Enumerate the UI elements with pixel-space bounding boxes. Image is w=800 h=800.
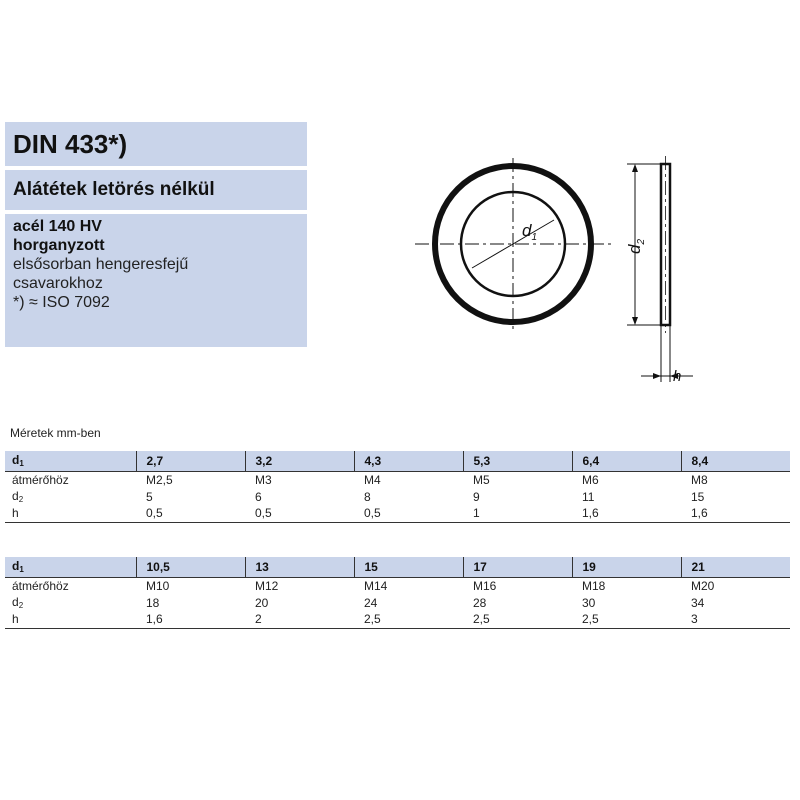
coating-line: horganyzott [13,237,105,254]
table-row-atmero [5,577,790,594]
atmero-cell: M4 [364,472,381,487]
h-cell: 1 [463,505,572,522]
title-panel [5,122,307,166]
spec-table-1 [5,451,790,523]
atmero-cell: M14 [364,578,388,593]
row-label-atmero: átmérőhöz [12,472,69,487]
d2-cell: 8 [364,489,371,504]
d2-cell: 6 [255,489,262,504]
d2-cell: 5 [146,489,153,504]
h-cell: 2,5 [572,611,681,628]
d2-arrow-top [632,164,638,172]
atmero-cell: M5 [473,472,490,487]
usage-line-2: csavarokhoz [13,275,103,292]
h-cell: 0,5 [245,505,354,522]
d2-cell: 9 [473,489,480,504]
page-subtitle: Alátétek letörés nélkül [13,179,215,200]
h-cell: 3 [681,611,790,628]
d2-cell: 28 [473,595,487,610]
d2-cell: 15 [691,489,705,504]
d1-cell: 8,4 [681,451,790,471]
d1-label: $d_1$ [522,221,538,243]
dimensions-note: Méretek mm-ben [10,426,101,440]
info-panel [5,214,307,347]
table-row-h [5,611,790,628]
row-label-atmero: átmérőhöz [12,578,69,593]
d2-cell: 11 [582,489,595,504]
atmero-cell: M6 [582,472,599,487]
d1-cell: 19 [572,557,681,577]
d2-cell: 24 [364,595,378,610]
table-row-d2 [5,594,790,611]
d1-cell: 2,7 [136,451,245,471]
table-row-d1 [5,451,790,471]
d1-cell: 3,2 [245,451,354,471]
atmero-cell: M16 [473,578,497,593]
d1-cell: 10,5 [136,557,245,577]
h-cell: 1,6 [136,611,245,628]
row-label-h: h [5,505,136,522]
d2-cell: 30 [582,595,596,610]
table-row-d2 [5,488,790,505]
h-cell: 2,5 [354,611,463,628]
h-cell: 2 [245,611,354,628]
subtitle-panel [5,170,307,210]
atmero-cell: M2,5 [146,472,173,487]
atmero-cell: M10 [146,578,170,593]
material-line: acél 140 HV [13,218,102,235]
d2-arrow-bottom [632,317,638,325]
d1-cell: 13 [245,557,354,577]
atmero-cell: M8 [691,472,708,487]
d1-cell: 6,4 [572,451,681,471]
row-label-d2: $d_2$ [12,489,24,504]
h-cell: 0,5 [354,505,463,522]
usage-line-1: elsősorban hengeresfejű [13,256,189,273]
d1-cell: 5,3 [463,451,572,471]
atmero-cell: M3 [255,472,272,487]
h-cell: 1,6 [681,505,790,522]
d2-cell: 34 [691,595,705,610]
d2-cell: 18 [146,595,160,610]
table-row-h [5,505,790,522]
page-title: DIN 433*) [13,129,128,159]
d1-cell: 21 [681,557,790,577]
spec-table-2 [5,557,790,629]
h-cell: 1,6 [572,505,681,522]
h-label: h [673,368,682,385]
h-cell: 0,5 [136,505,245,522]
row-label-h: h [5,611,136,628]
table-row-atmero [5,471,790,488]
row-label-d2: $d_2$ [12,595,24,610]
row-label-d1: $d_1$ [5,451,136,471]
d1-cell: 4,3 [354,451,463,471]
d1-cell: 17 [463,557,572,577]
row-label-d1: $d_1$ [5,557,136,577]
washer-front-view [415,158,611,332]
iso-note-line: *) ≈ ISO 7092 [13,294,110,311]
atmero-cell: M12 [255,578,279,593]
washer-side-view [627,156,693,382]
d2-label: $d_2$ [625,238,647,254]
washer-drawing [405,150,705,390]
d1-cell: 15 [354,557,463,577]
h-arrow-left [653,373,661,379]
h-cell: 2,5 [463,611,572,628]
d2-cell: 20 [255,595,269,610]
atmero-cell: M18 [582,578,606,593]
atmero-cell: M20 [691,578,715,593]
table-row-d1 [5,557,790,577]
